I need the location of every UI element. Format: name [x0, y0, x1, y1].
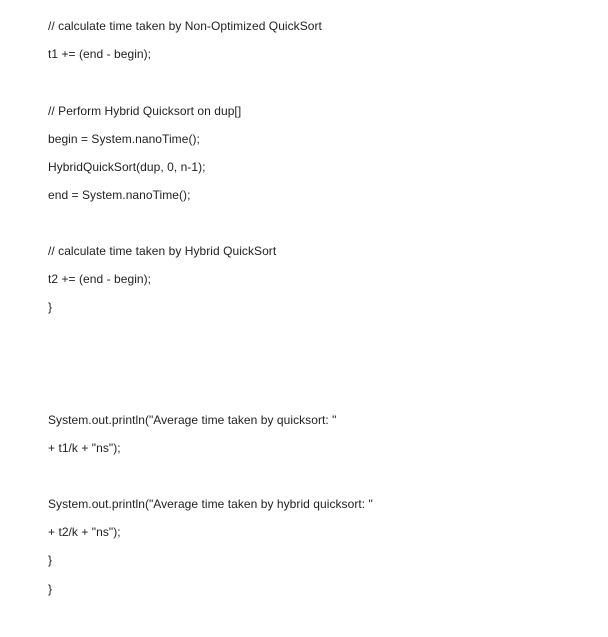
code-println-quicksort-cont: + t1/k + "ns"); — [48, 441, 121, 455]
code-line-end: end = System.nanoTime(); — [48, 188, 191, 202]
code-closing-brace: } — [48, 300, 53, 314]
code-line-begin: begin = System.nanoTime(); — [48, 132, 200, 146]
code-comment-hybrid: // Perform Hybrid Quicksort on dup[] — [48, 104, 242, 118]
code-println-hybrid: System.out.println("Average time taken by hybrid quicksort: " — [48, 497, 373, 511]
code-line-hybrid-call: HybridQuickSort(dup, 0, n-1); — [48, 160, 206, 174]
code-closing-brace: } — [48, 553, 53, 567]
code-line-t2: t2 += (end - begin); — [48, 272, 152, 286]
code-println-quicksort: System.out.println("Average time taken by quicksort: " — [48, 413, 337, 427]
code-println-hybrid-cont: + t2/k + "ns"); — [48, 525, 121, 539]
code-comment-hybrid-time: // calculate time taken by Hybrid QuickSort — [48, 244, 277, 258]
code-comment-non-optimized: // calculate time taken by Non-Optimized QuickSort — [48, 19, 322, 33]
code-closing-brace: } — [48, 582, 53, 596]
code-line-t1: t1 += (end - begin); — [48, 47, 152, 61]
